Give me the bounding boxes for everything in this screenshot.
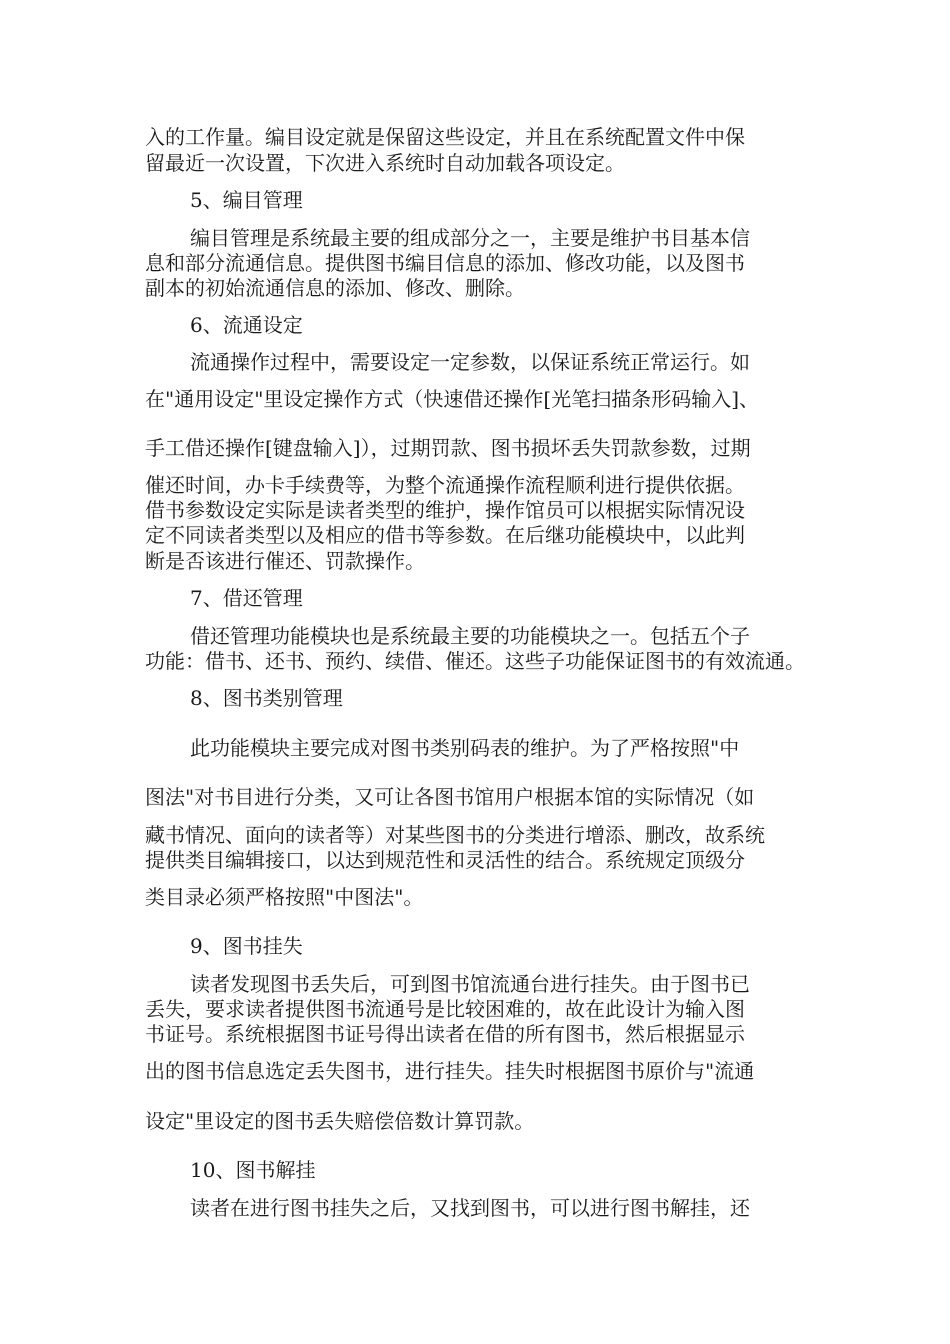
text-line: 读者在进行图书挂失之后，又找到图书，可以进行图书解挂，还 [190,1196,750,1220]
text-line: 断是否该进行催还、罚款操作。 [145,549,425,573]
text-line: 借书参数设定实际是读者类型的维护，操作馆员可以根据实际情况设 [145,498,745,522]
section-heading-6: 6、流通设定 [190,313,303,337]
section-heading-8: 8、图书类别管理 [190,686,343,710]
text-line: 此功能模块主要完成对图书类别码表的维护。为了严格按照"中 [190,736,740,760]
text-line: 读者发现图书丢失后，可到图书馆流通台进行挂失。由于图书已 [190,972,750,996]
text-line: 手工借还操作[键盘输入]），过期罚款、图书损坏丢失罚款参数，过期 [145,436,751,460]
text-line: 功能：借书、还书、预约、续借、催还。这些子功能保证图书的有效流通。 [145,649,805,673]
text-line: 催还时间，办卡手续费等，为整个流通操作流程顺利进行提供依据。 [145,473,745,497]
text-line: 流通操作过程中，需要设定一定参数，以保证系统正常运行。如 [190,350,750,374]
text-line: 在"通用设定"里设定操作方式（快速借还操作[光笔扫描条形码输入]、 [145,387,760,411]
text-line: 提供类目编辑接口，以达到规范性和灵活性的结合。系统规定顶级分 [145,848,745,872]
text-line: 设定"里设定的图书丢失赔偿倍数计算罚款。 [145,1109,535,1133]
text-line: 留最近一次设置，下次进入系统时自动加载各项设定。 [145,151,625,175]
section-heading-9: 9、图书挂失 [190,934,303,958]
text-line: 编目管理是系统最主要的组成部分之一，主要是维护书目基本信 [190,226,750,250]
section-heading-5: 5、编目管理 [190,188,303,212]
text-line: 藏书情况、面向的读者等）对某些图书的分类进行增添、删改，故系统 [145,823,765,847]
text-line: 借还管理功能模块也是系统最主要的功能模块之一。包括五个子 [190,624,750,648]
section-heading-7: 7、借还管理 [190,586,303,610]
text-line: 出的图书信息选定丢失图书，进行挂失。挂失时根据图书原价与"流通 [145,1059,755,1083]
text-line: 入的工作量。编目设定就是保留这些设定，并且在系统配置文件中保 [145,125,745,149]
text-line: 图法"对书目进行分类，又可让各图书馆用户根据本馆的实际情况（如 [145,785,755,809]
text-line: 丢失，要求读者提供图书流通号是比较困难的，故在此设计为输入图 [145,997,745,1021]
section-heading-10: 10、图书解挂 [190,1158,316,1182]
text-line: 类目录必须严格按照"中图法"。 [145,885,424,909]
text-line: 副本的初始流通信息的添加、修改、删除。 [145,276,525,300]
text-line: 书证号。系统根据图书证号得出读者在借的所有图书，然后根据显示 [145,1022,745,1046]
text-line: 息和部分流通信息。提供图书编目信息的添加、修改功能，以及图书 [145,251,745,275]
text-line: 定不同读者类型以及相应的借书等参数。在后继功能模块中，以此判 [145,523,745,547]
